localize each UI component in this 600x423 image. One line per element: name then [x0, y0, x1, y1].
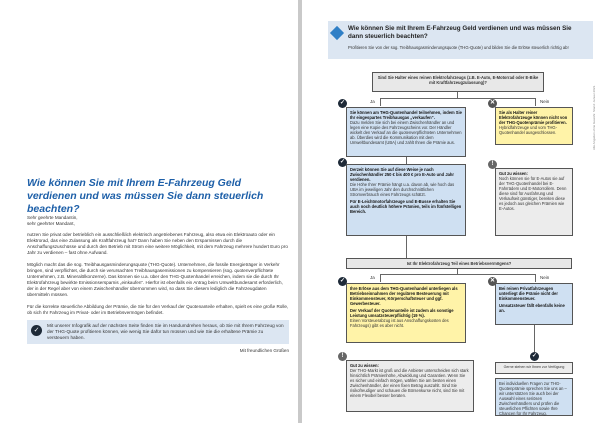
hint-box-1-text: Noch können sie für E-Autos sie auf der THG-Quotenhandel bei E-Fahrrädern und E-Motorrollern. Denn diese sind für Ausfahrung und Verkaufseit günstiger, bereiten diese es jedoch aus gleichen Prämien wie E-Autos. — [499, 176, 567, 211]
yes-box-2-bold: Derzeit können Sie auf diese Weise je nach Zwischenhändler 250 € bis 400 € pro E-Auto und Jahr verdienen. — [350, 167, 454, 182]
hint-box-1 — [495, 168, 573, 236]
check-icon: ✓ — [339, 100, 346, 106]
connector — [535, 98, 536, 106]
yes-box-2 — [346, 164, 466, 236]
hint-box-2-title: Gut zu wissen: — [350, 363, 379, 368]
side-note: Alle Angaben ohne Gewähr. Stand: Januar 2023. — [592, 84, 596, 150]
connector — [380, 98, 535, 99]
connector — [406, 236, 407, 258]
left-page — [0, 0, 298, 423]
closing-greeting: Mit freundlichen Grüßen — [239, 348, 289, 353]
yes-label: Ja — [370, 275, 375, 280]
check-icon: ✓ — [339, 278, 346, 284]
connector — [406, 157, 407, 164]
check-icon: ✓ — [339, 159, 346, 165]
question-1-box: Sind Sie Halter eines reinen Elektrofahrzeugs (z.B. E-Auto, E-Motorrad oder E-Bike mit Kraftfahrzeugzulassung)? — [372, 72, 544, 92]
no-box-3 — [495, 283, 573, 325]
infographic-note — [27, 320, 289, 344]
infographic-subtitle: Profitieren Sie von der sog. Treibhausgasminderungsquote (THG-Quote) und bilden Sie die Erlöse steuerlich richtig ab! — [348, 45, 569, 50]
diamond-icon — [330, 26, 344, 40]
salutation-line-2: sehr geehrter Mandant, — [27, 221, 75, 226]
yes-box-2-text: Die Höhe Ihrer Prämie hängt u.a. davon ab, wie hoch das UBA im jeweiligen Jahr den durchschnittlichen Stromverbrauch eines Fahrzeugs schätzt. — [350, 182, 455, 197]
note-text: Mit unserer Infografik auf der nächsten Seite finden Sie im Handumdrehen heraus, ob Sie mit Ihrem Fahrzeug von der THG-Quote profitieren können, wie wenig Sie dafür tun müssen und wie Sie die erhaltene Prämie zu versteuern haben. — [47, 323, 284, 340]
yes-box-3-bold-2: Der Verkauf der Quotenanteile ist zudem als sonstige Leistung umsatzsteuerpflichtig (19 %). — [350, 308, 454, 318]
yes-box-3-bold: Ihre Erlöse aus dem THG-Quotenhandel unterliegen als Betriebseinnahmen der regulären Besteuerung mit Einkommensteuer, Körperschaftsteuer und ggf. Gewerbesteuer. — [350, 286, 458, 306]
connector — [380, 98, 381, 106]
check-icon: ✓ — [531, 353, 538, 359]
paragraph-2: Möglich macht das die sog. Treibhausgasminderungsquote (THG-Quote). Unternehmen, die fossile Energieträger in Verkehr bringen, sind verpflichtet, die durch sie verursachten Treibhausgasemissionen zu kompensieren (sog. quotenverpflichtete Unternehmen, z.B. Mineralölkonzerne). Das können sie u.a. über den THG-Quotenhandel erreichen, indem sie die durch Ihr Elektrofahrzeug bewirkte Emissionsersparnis „einkaufen“. Hierfür ist ebenfalls ein Antrag beim Umweltbundesamt erforderlich, der in der Regel aber von einem Zwischenhändler übernommen wird, so dass Sie diesem lediglich die Fahrzeugdaten übermitteln müssen. — [27, 262, 283, 297]
letter-body — [27, 232, 289, 319]
salutation — [27, 215, 289, 230]
connector — [534, 325, 535, 352]
yes-label: Ja — [370, 99, 375, 104]
no-box-1-text: Hybridfahrzeuge und vom THG-Quotenhandel ausgeschlossen. — [499, 125, 557, 135]
no-label: Nein — [540, 275, 550, 280]
yes-box-1 — [346, 107, 466, 157]
check-icon: ✓ — [31, 325, 42, 336]
helper-label: Gerne stehen wir Ihnen zur Verfügung — [495, 362, 573, 374]
yes-box-1-bold: Sie können am THG-Quotenhandel teilnehmen, indem Sie Ihr eingespartes Treibhausgas „verkaufen“. — [350, 110, 462, 120]
right-page — [302, 0, 600, 423]
paragraph-1: nutzen Sie privat oder betrieblich ein ausschließlich elektrisch angetriebenes Fahrzeug, also etwa ein Elektroauto oder ein Elektrorad, das eine Zulassung als Kraftfahrzeug hat? Dann haben Sie neben den Ersparnissen durch die Anschaffungszuschüsse und durch den Betrieb mit Strom eine weitere Möglichkeit, mit dem Fahrzeug mehrere hundert Euro pro Jahr zu verdienen – fast ohne Aufwand. — [27, 232, 288, 255]
connector — [380, 274, 381, 282]
question-2-box: Ist Ihr Elektrofahrzeug Teil eines Betriebsvermögens? — [346, 258, 572, 269]
connector — [535, 274, 536, 282]
no-box-3-bold-2: Umsatzsteuer fällt ebenfalls keine an. — [499, 303, 565, 313]
cross-icon: ✕ — [489, 100, 496, 106]
no-box-1 — [495, 107, 573, 145]
paragraph-3: Für die korrekte steuerliche Abbildung der Prämie, die Sie für den Verkauf der Quotenanteile erhalten, spielt es eine große Rolle, ob sich Ihr Fahrzeug im Privat- oder im Betriebsvermögen befindet. — [27, 304, 289, 315]
exclamation-icon: ! — [338, 352, 347, 361]
hint-box-2 — [346, 360, 474, 412]
yes-box-3-text: Einen Vorsteuerabzug ist aus Anschaffungskosten des Fahrzeugs) gibt es aber nicht. — [350, 318, 449, 328]
yes-box-3 — [346, 283, 466, 343]
helper-box: Bei individuellen Fragen zur THG-Quotenprämie sprechen Sie uns an – wir unterstützen Sie auch bei der Auswahl eines seriösen Zwischenhändlers und prüfen die steuerlichen Pflichten sowie Ihre Chancen für Ihr Fahrzeug. — [495, 378, 573, 416]
no-box-3-bold: Bei reinen Privatfahrzeugen unterliegt die Prämie nicht der Einkommensteuer. — [499, 286, 558, 301]
connector — [380, 274, 535, 275]
yes-box-1-text: Dazu melden Sie sich bei einem Zwischenhändler an und legen eine Kopie des Fahrzeugscheins vor. Der Händler wickelt den Verkauf an die quotenverpflichteten Unternehmen ab. Überdies wird die Kommunikation mit dem Umweltbundesamt (UBA) und zahlt Ihnen die Prämie aus. — [350, 120, 462, 145]
salutation-line-1: Sehr geehrte Mandantin, — [27, 215, 78, 220]
infographic-title: Wie können Sie mit Ihrem E-Fahrzeug Geld verdienen und was müssen Sie dann steuerlich beachten? — [348, 25, 572, 40]
hint-box-1-title: Gut zu wissen: — [499, 171, 528, 176]
no-box-1-bold: Sie als Halter reiner Elektrofahrzeuge können nicht von der THG-Quotenprämie profitieren. — [499, 110, 568, 125]
exclamation-icon: ! — [488, 160, 497, 169]
no-label: Nein — [540, 99, 550, 104]
cross-icon: ✕ — [489, 278, 496, 284]
hint-box-2-text: Der THG-Markt ist groß und die Anbieter unterscheiden sich stark hinsichtlich Prämienhöhe, Abwicklung und Garantien. Wenn Sie es sicher und einfach mögen, wählen Sie am besten einen Zwischenhändler, der einen fixen Betrag auszahlt. Sind Sie risikofreudiger und schauen die Börsenkurse nicht, sind Sie mit einem Flexibel besser beraten. — [350, 368, 469, 398]
yes-box-2-bold-2: Für E-Leichtmotorfahrzeuge und E-Busse erhalten Sie auch noch deutlich höhere Prämien, teils im fünfstelligen Bereich. — [350, 199, 462, 214]
page-headline: Wie können Sie mit Ihrem E-Fahrzeug Geld verdienen und was müssen Sie dann steuerlich beachten? — [27, 177, 264, 215]
infographic-header — [328, 21, 593, 59]
